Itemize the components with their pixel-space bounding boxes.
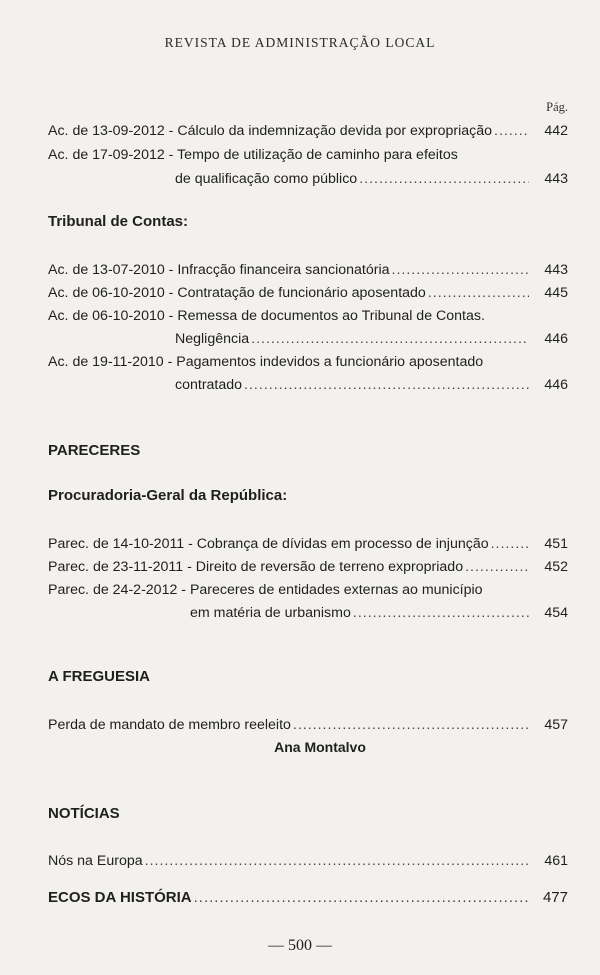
- toc-page: 457: [544, 717, 568, 733]
- toc-entry: Ac. de 13-07-2010 - Infracção financeira sancionatória ..... 443: [48, 261, 568, 279]
- toc-entry: Negligência ..... 446: [175, 330, 568, 348]
- toc-entry-ecos: ECOS DA HISTÓRIA ..... 477: [48, 889, 568, 907]
- toc-page: 477: [542, 889, 568, 906]
- toc-page: 451: [544, 536, 568, 552]
- leader-dots: [194, 889, 529, 907]
- toc-entry-line: Ac. de 06-10-2010 - Remessa de documentos ao Tribunal de Contas.: [48, 308, 485, 324]
- toc-page: 443: [544, 262, 568, 278]
- leader-dots: [244, 376, 529, 394]
- leader-dots: [353, 604, 529, 622]
- toc-entry: em matéria de urbanismo ..... 454: [190, 604, 568, 622]
- toc-entry: Ac. de 06-10-2010 - Contratação de funcionário aposentado ..... 445: [48, 284, 568, 302]
- page-number: — 500 —: [268, 937, 332, 954]
- toc-entry: Parec. de 14-10-2011 - Cobrança de dívidas em processo de injunção ..... 451: [48, 535, 568, 553]
- toc-entry: Nós na Europa ..... 461: [48, 852, 568, 870]
- toc-entry: de qualificação como público ..... 443: [175, 170, 568, 188]
- toc-page: 452: [544, 559, 568, 575]
- page-column-label: Pág.: [546, 100, 568, 114]
- toc-page: 446: [544, 377, 568, 393]
- toc-entry: Ac. de 13-09-2012 - Cálculo da indemnização devida por expropriação ..... 442: [48, 122, 568, 140]
- running-header: REVISTA DE ADMINISTRAÇÃO LOCAL: [164, 35, 436, 50]
- leader-dots: [392, 261, 530, 279]
- section-heading-tribunal: Tribunal de Contas:: [48, 213, 189, 230]
- section-heading-noticias: NOTÍCIAS: [48, 805, 120, 822]
- section-heading-freguesia: A FREGUESIA: [48, 668, 150, 685]
- author-name: Ana Montalvo: [274, 739, 366, 755]
- toc-page: 454: [544, 605, 568, 621]
- toc-entry-line: Ac. de 17-09-2012 - Tempo de utilização de caminho para efeitos: [48, 147, 458, 163]
- leader-dots: [494, 122, 529, 140]
- leader-dots: [491, 535, 529, 553]
- toc-page: 446: [544, 331, 568, 347]
- toc-page: 443: [544, 171, 568, 187]
- toc-page: 442: [544, 123, 568, 139]
- leader-dots: [359, 170, 529, 188]
- leader-dots: [293, 716, 529, 734]
- leader-dots: [145, 852, 529, 870]
- toc-entry: Parec. de 23-11-2011 - Direito de reversão de terreno expropriado ..... 452: [48, 558, 568, 576]
- section-heading-pareceres: PARECERES: [48, 442, 141, 459]
- toc-page: 461: [544, 853, 568, 869]
- toc-entry: contratado ..... 446: [175, 376, 568, 394]
- toc-entry-line: Parec. de 24-2-2012 - Pareceres de entidades externas ao município: [48, 582, 483, 598]
- leader-dots: [251, 330, 529, 348]
- leader-dots: [428, 284, 529, 302]
- subsection-heading-pgr: Procuradoria-Geral da República:: [48, 487, 288, 504]
- toc-page: 445: [544, 285, 568, 301]
- toc-entry: Perda de mandato de membro reeleito ..... 457: [48, 716, 568, 734]
- toc-entry-line: Ac. de 19-11-2010 - Pagamentos indevidos a funcionário aposentado: [48, 354, 484, 370]
- leader-dots: [465, 558, 529, 576]
